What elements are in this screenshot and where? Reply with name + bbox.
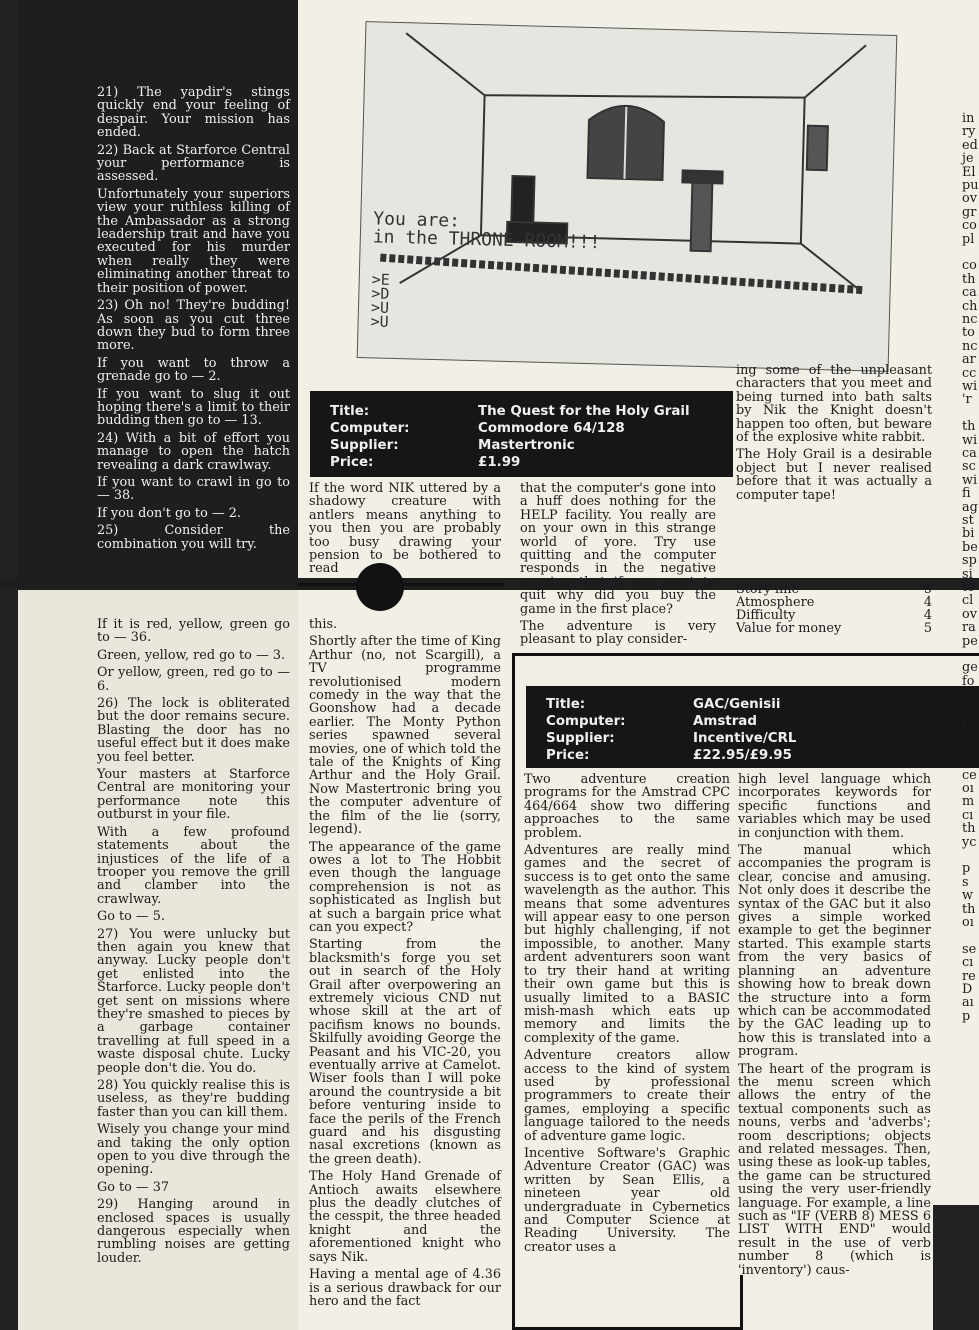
review1-column-1 bbox=[309, 482, 501, 580]
paragraph: 25) Consider the combination you will try. bbox=[97, 523, 290, 552]
fragment-text: ge bbox=[962, 660, 978, 676]
value-price: £22.95/£9.95 bbox=[693, 748, 792, 763]
fragment-text: cl bbox=[962, 593, 974, 609]
paragraph: 24) With a bit of effort you manage to open the hatch revealing a dark crawlway. bbox=[97, 430, 290, 473]
fragment-text: th bbox=[962, 821, 976, 837]
paragraph: The adventure is very pleasant to play consider- bbox=[520, 619, 716, 648]
fragment-text: nc bbox=[962, 338, 978, 354]
paragraph: Go to — 5. bbox=[97, 909, 165, 925]
adventure-column-top bbox=[97, 86, 290, 555]
fragment-text: p bbox=[962, 1008, 971, 1024]
fragment-text: cı bbox=[962, 955, 974, 971]
adjacent-page-fragments bbox=[954, 0, 979, 1330]
fragment-text: ov bbox=[962, 606, 977, 622]
value-computer: Commodore 64/128 bbox=[478, 421, 625, 436]
paragraph: Adventures are really mind games and the secret of success is to get onto the same wavelength as the author. This means that some adventures will appear easy to one person but highly challenging, if not impossible, to another. Many ardent adventurers soon want to try their hand at writing their own game but this is usually limited to a BASIC mish-mash which eats up memory and limits the complexity of the game. bbox=[524, 843, 730, 1046]
throne-room-illustration bbox=[358, 22, 897, 371]
screen-command: >U bbox=[370, 298, 390, 317]
fragment-text: ca bbox=[962, 285, 977, 301]
fragment-text: pa bbox=[962, 740, 978, 756]
paragraph: Your masters at Starforce Central are monitoring your performance note this outburst in your file. bbox=[97, 767, 290, 823]
paragraph: 26) The lock is obliterated but the door remains secure. Blasting the door has no useful effect but it does make you feel better. bbox=[97, 696, 290, 765]
value-title: GAC/Genisii bbox=[693, 697, 781, 712]
paragraph: The heart of the program is the menu screen which allows the entry of the textual components such as nouns, verbs and 'adverbs'; room descriptions; objects and related messages. Then, using these as look-up tables, the game can be structured using the very user-friendly language. For example, a line such as "IF (VERB 8) MESS 6 LIST WITH END" would result in the use of verb number 8 (which is 'inventory') caus- bbox=[738, 1061, 931, 1278]
paragraph: The Holy Grail is a desirable object but I never realised before that it was actually a computer tape! bbox=[736, 447, 932, 503]
adjacent-page-dark-block bbox=[933, 1205, 979, 1330]
paragraph: that the computer's gone into a huff does nothing for the HELP facility. You really are on your own in this strange world of yore. Try use quitting and the computer responds in the negative arguing that if you want to quit why did you buy the game in the first place? bbox=[520, 481, 716, 617]
fragment-text: oı bbox=[962, 781, 974, 796]
fragment-text: yc bbox=[962, 834, 977, 850]
label-price: Price: bbox=[546, 748, 590, 763]
fragment-text: ed bbox=[962, 137, 978, 153]
fragment-text: se bbox=[962, 941, 977, 957]
fragment-text: th bbox=[962, 419, 976, 435]
paragraph: Green, yellow, red go to — 3. bbox=[97, 647, 286, 663]
fragment-text: m bbox=[962, 727, 975, 743]
fragment-text: to bbox=[962, 580, 975, 595]
fragment-text: si bbox=[962, 566, 973, 582]
paragraph: Incentive Software's Graphic Adventure Creator (GAC) was written by Sean Ellis, a nineteen year old undergraduate in Cybernetics and Computer Science at Reading University. The creator uses a bbox=[524, 1145, 730, 1255]
fragment-text: co bbox=[962, 258, 977, 274]
adventure-column-bottom bbox=[97, 618, 290, 1269]
fragment-text: El bbox=[962, 164, 976, 180]
left-margin-strip bbox=[0, 0, 18, 1330]
fragment-text: pl bbox=[962, 231, 975, 247]
paragraph: With a few profound statements about the injustices of the life of a trooper you remove the grill and clamber into the crawlway. bbox=[97, 824, 290, 907]
paragraph: The Holy Hand Grenade of Antioch awaits elsewhere plus the deadly clutches of the cesspit, the three headed knight and the aforementioned knight who says Nik. bbox=[309, 1169, 501, 1265]
fragment-text: in bbox=[962, 111, 975, 126]
fragment-text: ce bbox=[962, 767, 977, 783]
paragraph: 21) The yapdir's stings quickly end your feeling of despair. Your mission has ended. bbox=[97, 85, 290, 141]
rating-row bbox=[736, 622, 932, 635]
screen-command: >U bbox=[370, 312, 389, 331]
label-computer: Computer: bbox=[546, 714, 626, 729]
review1-column-1b bbox=[309, 618, 501, 1312]
screen-command: >D bbox=[371, 284, 390, 303]
value-computer: Amstrad bbox=[693, 714, 757, 729]
fragment-text: wi bbox=[962, 379, 978, 394]
paragraph: The appearance of the game owes a lot to The Hobbit even though the language comprehension is not as sophisticated as Inglish but at such a bargain price what can you expect? bbox=[309, 839, 501, 935]
rule-line bbox=[404, 583, 504, 586]
fragment-text: ry bbox=[962, 124, 976, 140]
review1-column-3 bbox=[736, 364, 932, 506]
paragraph: ing some of the unpleasant characters that you meet and being turned into bath salts by Nik the Knight doesn't happen too often, but beware of the explosive white rabbit. bbox=[736, 363, 932, 446]
fragment-text: nc bbox=[962, 312, 978, 327]
fragment-text: wi bbox=[962, 432, 978, 448]
paragraph: Starting from the blacksmith's forge you set out in search of the Holy Grail after overpowering an extremely vicious CND nut whose skill at the art of pacifism knows no bounds. Skilfully avoiding George the Peasant and his VIC-20, you eventually arrive at Camelot. Wiser fools than I will poke around the countryside a bit before venturing inside to face the perils of the French guard and his disgusting nasal excretions (known as the green death). bbox=[309, 937, 501, 1167]
fragment-text: aı bbox=[962, 995, 974, 1011]
rating-label: Difficulty bbox=[736, 608, 796, 623]
fragment-text: re bbox=[962, 968, 976, 984]
label-computer: Computer: bbox=[330, 421, 410, 436]
rating-value: 4 bbox=[923, 595, 932, 610]
fragment-text: cc bbox=[962, 365, 977, 381]
fragment-text: w bbox=[962, 888, 973, 904]
label-title: Title: bbox=[546, 697, 586, 712]
fragment-text: gr bbox=[962, 204, 977, 220]
paragraph: If it is red, yellow, green go to — 36. bbox=[97, 617, 290, 646]
fragment-text: th bbox=[962, 271, 976, 287]
value-supplier: Mastertronic bbox=[478, 438, 575, 453]
screen-command: >E bbox=[371, 270, 391, 289]
paragraph: 23) Oh no! They're budding! As soon as you cut three down they bud to form three more. bbox=[97, 298, 290, 354]
fragment-text: wi bbox=[962, 472, 978, 488]
fragment-text: s bbox=[962, 874, 969, 890]
paragraph: Two adventure creation programs for the Amstrad CPC 464/664 show two differing approaches to the same problem. bbox=[524, 772, 730, 841]
screen-line-2: in the THRONE ROOM!!! bbox=[372, 226, 601, 254]
fragment-text: be bbox=[962, 539, 978, 555]
fragment-text: sc bbox=[962, 459, 976, 475]
fragment-text: ca bbox=[962, 446, 977, 461]
rating-label: Story line bbox=[736, 582, 800, 597]
fragment-text: bi bbox=[962, 526, 975, 542]
paragraph: The manual which accompanies the program is clear, concise and amusing. Not only does it describe the syntax of the GAC but it also gives a simple worked example to get the beginner started. This example starts from the very basics of planning an adventure showing how to break down the structure into a form which can be accommodated by the GAC leading up to how this is translated into a program. bbox=[738, 843, 931, 1060]
label-price: Price: bbox=[330, 455, 374, 470]
fragment-text: ch bbox=[962, 298, 978, 314]
fragment-text: pi bbox=[962, 714, 975, 729]
fragment-text: co bbox=[962, 218, 977, 234]
fragment-text: cı bbox=[962, 807, 974, 823]
paragraph: Unfortunately your superiors view your ruthless killing of the Ambassador as a strong leadership trait and have you executed for his murder when really they were eliminating another threat to their position of power. bbox=[97, 186, 290, 296]
paragraph: Adventure creators allow access to the kind of system used by professional programmers to create their games, employing a specific language tailored to the needs of adventure game logic. bbox=[524, 1048, 730, 1144]
fragment-text: to bbox=[962, 325, 975, 341]
fragment-text: D bbox=[962, 982, 973, 997]
rating-value: 5 bbox=[923, 582, 932, 597]
fragment-text: ag bbox=[962, 499, 978, 515]
fragment-text: cı bbox=[962, 754, 974, 770]
fragment-text: pu bbox=[962, 178, 979, 193]
paragraph: If you want to slug it out hoping there's a limit to their budding then go to — 13. bbox=[97, 386, 290, 429]
fragment-text: th bbox=[962, 901, 976, 917]
paragraph: 22) Back at Starforce Central your performance is assessed. bbox=[97, 142, 290, 185]
value-supplier: Incentive/CRL bbox=[693, 731, 797, 746]
paragraph: Or yellow, green, red go to — 6. bbox=[97, 665, 290, 694]
frame-line bbox=[512, 653, 515, 1330]
paragraph: 29) Hanging around in enclosed spaces is usually dangerous especially when rumbling noises are getting louder. bbox=[97, 1197, 290, 1266]
rating-label: Atmosphere bbox=[736, 595, 815, 610]
fragment-text: ar bbox=[962, 352, 976, 368]
rating-label: Value for money bbox=[736, 621, 842, 636]
review1-column-2 bbox=[520, 482, 716, 651]
fragment-text: sa bbox=[962, 700, 977, 716]
paragraph: If you want to crawl in go to — 38. bbox=[97, 474, 290, 504]
fragment-text: sp bbox=[962, 553, 977, 569]
paragraph: Having a mental age of 4.36 is a serious drawback for our hero and the fact bbox=[309, 1267, 501, 1309]
paragraph: 28) You quickly realise this is useless, as they're budding faster than you can kill them. bbox=[97, 1078, 290, 1120]
fragment-text: pe bbox=[962, 633, 978, 649]
review2-column-2 bbox=[738, 773, 931, 1281]
review2-column-1 bbox=[524, 773, 730, 1258]
review2-info-box bbox=[526, 686, 979, 768]
fragment-text: oı bbox=[962, 915, 974, 930]
fragment-text: ov bbox=[962, 191, 977, 207]
fragment-text: ra bbox=[962, 620, 976, 636]
review1-ratings bbox=[736, 583, 932, 635]
paragraph: Shortly after the time of King Arthur (no, not Scargill), a TV programme revolutionised modern comedy in the way that the Goonshow had a decade earlier. The Monty Python series spawned several movies, one of which told the tale of the Knights of King Arthur and the Holy Grail. Now Mastertronic bring you the computer adventure of the film of the lie (sorry, legend). bbox=[309, 634, 501, 838]
paragraph: 27) You were unlucky but then again you knew that anyway. Lucky people don't get enlisted into the Starforce. Lucky people don't get sent on missions where they're smashed to pieces by a garbage container travelling at full speed in a waste disposal chute. Lucky people don't die. You do. bbox=[97, 926, 290, 1076]
frame-line bbox=[512, 653, 979, 656]
label-supplier: Supplier: bbox=[546, 731, 615, 746]
rating-value: 5 bbox=[923, 621, 932, 636]
paragraph: Go to — 37 bbox=[97, 1179, 170, 1195]
label-title: Title: bbox=[330, 404, 370, 419]
paragraph: this. bbox=[309, 617, 338, 632]
review1-info-box bbox=[310, 391, 733, 477]
fragment-text: fo bbox=[962, 673, 975, 689]
screen-line-1: You are: bbox=[373, 208, 461, 232]
paragraph: If the word NIK uttered by a shadowy creature with antlers means anything to you then you are probably too busy drawing your pension to be bothered to read bbox=[309, 481, 501, 577]
game-screenshot bbox=[357, 21, 898, 372]
fragment-text: pl bbox=[962, 687, 975, 703]
paragraph: If you don't go to — 2. bbox=[97, 505, 241, 521]
fragment-text: st bbox=[962, 513, 974, 528]
fragment-text: m bbox=[962, 794, 975, 810]
rating-value: 4 bbox=[923, 608, 932, 623]
fragment-text: fi bbox=[962, 486, 971, 502]
frame-line bbox=[740, 1275, 743, 1330]
fragment-text: 'r bbox=[962, 392, 972, 408]
label-supplier: Supplier: bbox=[330, 438, 399, 453]
paragraph: high level language which incorporates keywords for specific functions and variables which may be used in conjunction with them. bbox=[738, 772, 931, 841]
paragraph: Wisely you change your mind and taking the only option open to you dive through the opening. bbox=[97, 1122, 290, 1178]
value-price: £1.99 bbox=[478, 455, 521, 470]
value-title: The Quest for the Holy Grail bbox=[478, 404, 690, 419]
fragment-text: p bbox=[962, 861, 971, 877]
paragraph: If you want to throw a grenade go to — 2. bbox=[97, 355, 290, 385]
fragment-text: je bbox=[962, 151, 974, 167]
rule-line bbox=[298, 583, 358, 586]
